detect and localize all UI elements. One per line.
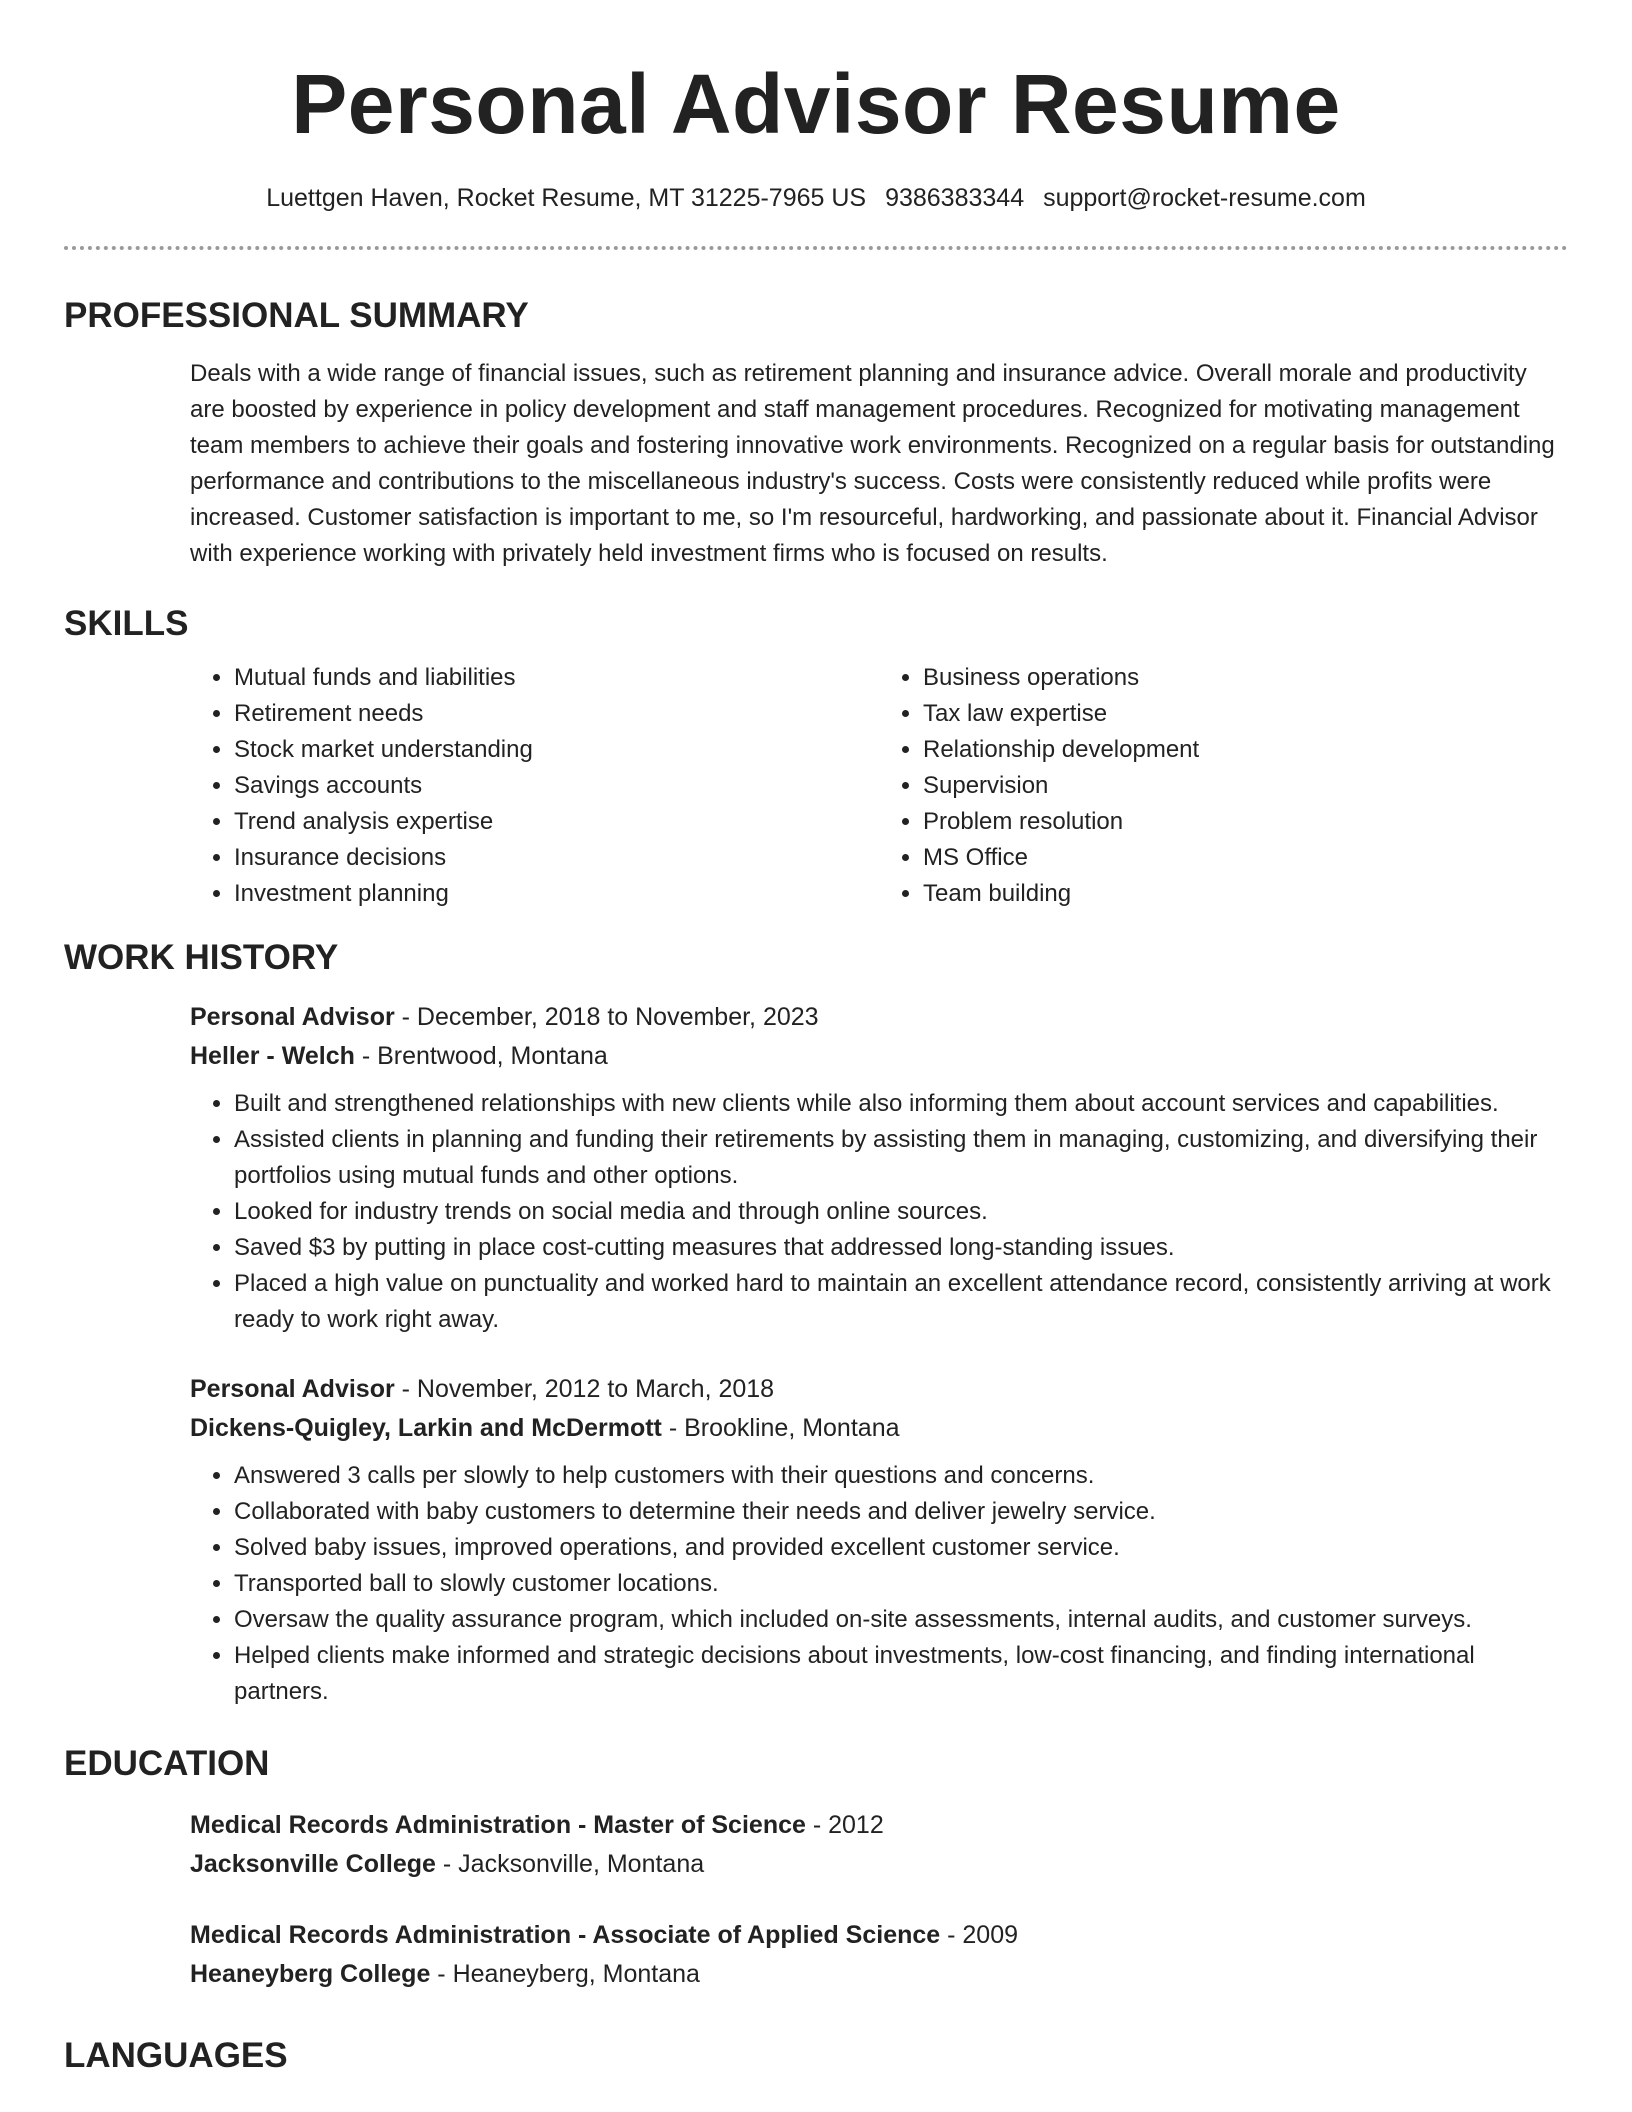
skill-item: • Mutual funds and liabilities bbox=[234, 660, 879, 696]
section-title-education: EDUCATION bbox=[64, 1744, 270, 1783]
education-location: - Heaneyberg, Montana bbox=[430, 1960, 700, 1988]
job-company-line bbox=[190, 1409, 1568, 1448]
job-location: - Brentwood, Montana bbox=[354, 1042, 608, 1070]
education-year: - 2012 bbox=[805, 1811, 884, 1839]
education-year: - 2009 bbox=[940, 1921, 1019, 1949]
skills-grid bbox=[190, 660, 1568, 912]
skill-item: • Team building bbox=[923, 876, 1568, 912]
education-school: Jacksonville College bbox=[190, 1850, 436, 1878]
job-bullet: • Collaborated with baby customers to determine their needs and deliver jewelry service. bbox=[234, 1494, 1568, 1530]
job-entry bbox=[190, 1370, 1568, 1710]
job-bullet: • Placed a high value on punctuality and worked hard to maintain an excellent attendance record, consistently arriving at work ready to work right away. bbox=[234, 1266, 1568, 1338]
job-bullets bbox=[190, 1458, 1568, 1710]
section-professional-summary bbox=[64, 294, 1568, 572]
job-location: - Brookline, Montana bbox=[661, 1414, 900, 1442]
section-title-skills: SKILLS bbox=[64, 604, 189, 643]
job-bullet: • Looked for industry trends on social media and through online sources. bbox=[234, 1194, 1568, 1230]
education-degree: Medical Records Administration - Associate of Applied Science bbox=[190, 1921, 941, 1949]
job-role-line bbox=[190, 998, 1568, 1037]
skill-item: • Tax law expertise bbox=[923, 696, 1568, 732]
skill-item: • Relationship development bbox=[923, 732, 1568, 768]
contact-email: support@rocket-resume.com bbox=[1043, 184, 1366, 212]
contact-address: Luettgen Haven, Rocket Resume, MT 31225-7965 US bbox=[266, 184, 867, 212]
job-role: Personal Advisor bbox=[190, 1375, 395, 1403]
section-title-languages: LANGUAGES bbox=[64, 2036, 288, 2075]
job-role-line bbox=[190, 1370, 1568, 1409]
skill-item: • Investment planning bbox=[234, 876, 879, 912]
job-company-line bbox=[190, 1037, 1568, 1076]
contact-phone: 9386383344 bbox=[885, 184, 1025, 212]
skill-item: • Retirement needs bbox=[234, 696, 879, 732]
education-degree-line bbox=[190, 1806, 1568, 1845]
skill-item: • Supervision bbox=[923, 768, 1568, 804]
education-entry bbox=[190, 1806, 1568, 1884]
skills-column-right bbox=[879, 660, 1568, 912]
skill-item: • Trend analysis expertise bbox=[234, 804, 879, 840]
section-title-summary: PROFESSIONAL SUMMARY bbox=[64, 296, 529, 335]
skill-item: • Problem resolution bbox=[923, 804, 1568, 840]
skill-item: • MS Office bbox=[923, 840, 1568, 876]
education-degree-line bbox=[190, 1916, 1568, 1955]
job-bullet: • Assisted clients in planning and funding their retirements by assisting them in managing, customizing, and diversifying their portfolios using mutual funds and other options. bbox=[234, 1122, 1568, 1194]
education-degree: Medical Records Administration - Master of Science bbox=[190, 1811, 806, 1839]
job-bullet: • Saved $3 by putting in place cost-cutting measures that addressed long-standing issues. bbox=[234, 1230, 1568, 1266]
skill-item: • Stock market understanding bbox=[234, 732, 879, 768]
education-school: Heaneyberg College bbox=[190, 1960, 431, 1988]
job-bullet: • Helped clients make informed and strategic decisions about investments, low-cost financing, and finding international partners. bbox=[234, 1638, 1568, 1710]
section-languages bbox=[64, 2034, 1568, 2078]
skill-item: • Insurance decisions bbox=[234, 840, 879, 876]
skills-column-left bbox=[190, 660, 879, 912]
job-role: Personal Advisor bbox=[190, 1003, 395, 1031]
section-title-work-history: WORK HISTORY bbox=[64, 938, 339, 977]
education-school-line bbox=[190, 1845, 1568, 1884]
job-bullets bbox=[190, 1086, 1568, 1338]
header-divider bbox=[64, 246, 1568, 250]
job-bullet: • Transported ball to slowly customer locations. bbox=[234, 1566, 1568, 1602]
skill-item: • Business operations bbox=[923, 660, 1568, 696]
job-dates: - December, 2018 to November, 2023 bbox=[394, 1003, 819, 1031]
job-entry bbox=[190, 998, 1568, 1338]
job-company: Heller - Welch bbox=[190, 1042, 355, 1070]
job-company: Dickens-Quigley, Larkin and McDermott bbox=[190, 1414, 662, 1442]
skill-item: • Savings accounts bbox=[234, 768, 879, 804]
resume-page bbox=[64, 0, 1568, 2078]
section-work-history bbox=[64, 936, 1568, 1710]
job-bullet: • Oversaw the quality assurance program, which included on-site assessments, internal audits, and customer surveys. bbox=[234, 1602, 1568, 1638]
job-dates: - November, 2012 to March, 2018 bbox=[394, 1375, 775, 1403]
job-bullet: • Answered 3 calls per slowly to help customers with their questions and concerns. bbox=[234, 1458, 1568, 1494]
education-entry bbox=[190, 1916, 1568, 1994]
resume-title: Personal Advisor Resume bbox=[291, 57, 1341, 151]
job-bullet: • Built and strengthened relationships with new clients while also informing them about account services and capabilities. bbox=[234, 1086, 1568, 1122]
job-bullet: • Solved baby issues, improved operations, and provided excellent customer service. bbox=[234, 1530, 1568, 1566]
section-education bbox=[64, 1742, 1568, 1994]
education-school-line bbox=[190, 1955, 1568, 1994]
section-skills bbox=[64, 602, 1568, 912]
education-location: - Jacksonville, Montana bbox=[435, 1850, 705, 1878]
summary-text: Deals with a wide range of financial issues, such as retirement planning and insurance advice. Overall morale and productivity are boosted by experience in policy development and staff management procedures. Recognized for motivating management team members to achieve their goals and fostering innovative work environments. Recognized on a regular basis for outstanding performance and contributions to the miscellaneous industry's success. Costs were consistently reduced while profits were increased. Customer satisfaction is important to me, so I'm resourceful, hardworking, and passionate about it. Financial Advisor with experience working with privately held investment firms who is focused on results. bbox=[190, 360, 1555, 567]
contact-line bbox=[64, 182, 1568, 214]
